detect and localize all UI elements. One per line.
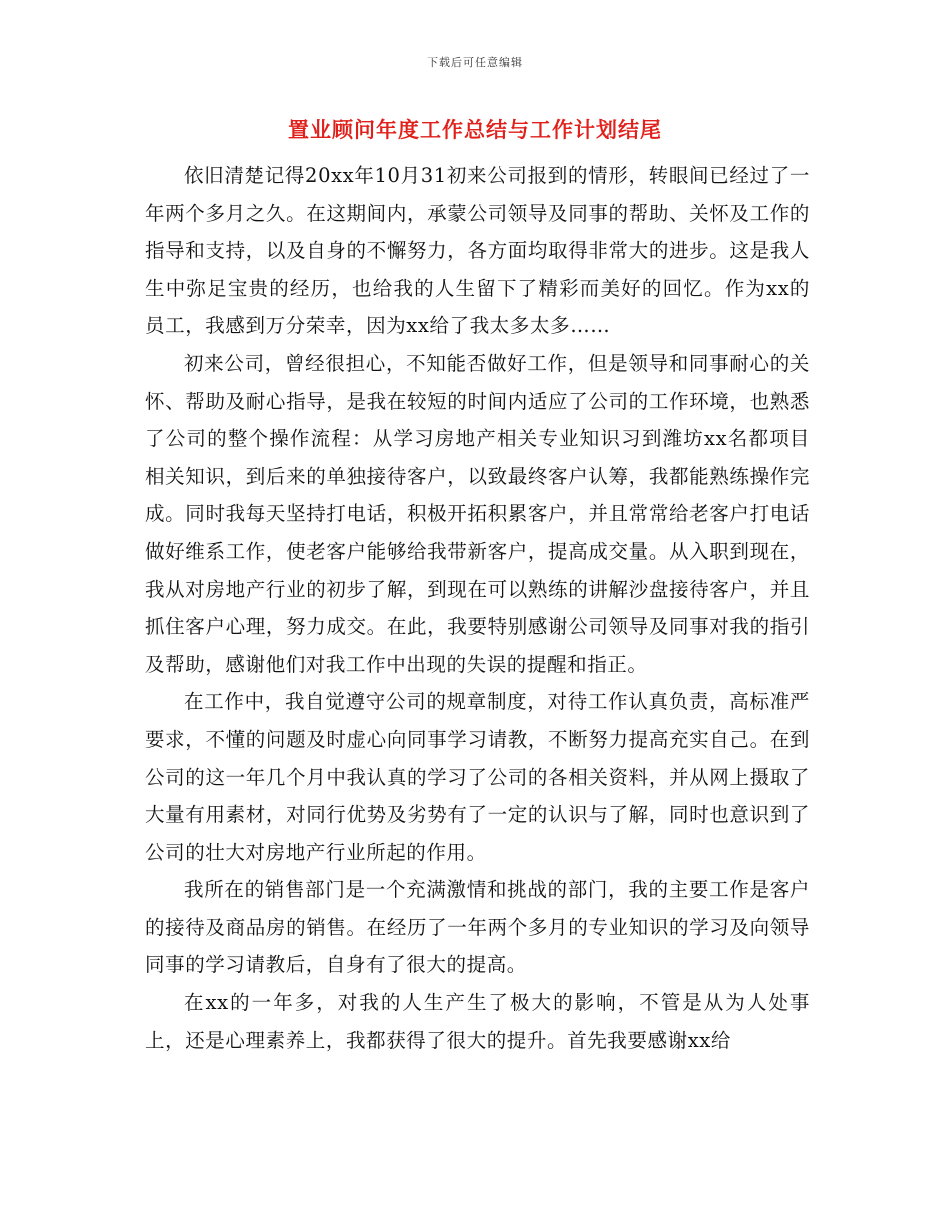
paragraph: 在工作中，我自觉遵守公司的规章制度，对待工作认真负责，高标准严要求，不懂的问题及时虚心向同事学习请教，不断努力提高充实自己。在到公司的这一年几个月中我认真的学习了公司的各相关资料，并从网上摄取了大量有用素材，对同行优势及劣势有了一定的认识与了解，同时也意识到了公司的壮大对房地产行业所起的作用。: [145, 690, 810, 864]
document-body: [145, 157, 810, 1059]
paragraph: 初来公司，曾经很担心，不知能否做好工作，但是领导和同事耐心的关怀、帮助及耐心指导，是我在较短的时间内适应了公司的工作环境，也熟悉了公司的整个操作流程：从学习房地产相关专业知识习到潍坊xx名都项目相关知识，到后来的单独接待客户，以致最终客户认筹，我都能熟练操作完成。同时我每天坚持打电话，积极开拓积累客户，并且常常给老客户打电话做好维系工作，使老客户能够给我带新客户，提高成交量。从入职到现在，我从对房地产行业的初步了解，到现在可以熟练的讲解沙盘接待客户，并且抓住客户心理，努力成交。在此，我要特别感谢公司领导及同事对我的指引及帮助，感谢他们对我工作中出现的失误的提醒和指正。: [145, 351, 810, 676]
page-header-note: 下载后可任意编辑: [427, 56, 523, 69]
paragraph: 依旧清楚记得20xx年10月31初来公司报到的情形，转眼间已经过了一年两个多月之久。在这期间内，承蒙公司领导及同事的帮助、关怀及工作的指导和支持，以及自身的不懈努力，各方面均取得非常大的进步。这是我人生中弥足宝贵的经历，也给我的人生留下了精彩而美好的回忆。作为xx的员工，我感到万分荣幸，因为xx给了我太多太多……: [145, 164, 810, 338]
paragraph: 在xx的一年多，对我的人生产生了极大的影响，不管是从为人处事上，还是心理素养上，我都获得了很大的提升。首先我要感谢xx给: [145, 991, 810, 1052]
paragraph: 我所在的销售部门是一个充满激情和挑战的部门，我的主要工作是客户的接待及商品房的销售。在经历了一年两个多月的专业知识的学习及向领导同事的学习请教后，自身有了很大的提高。: [145, 878, 810, 977]
document-title: 置业顾问年度工作总结与工作计划结尾: [288, 117, 662, 142]
